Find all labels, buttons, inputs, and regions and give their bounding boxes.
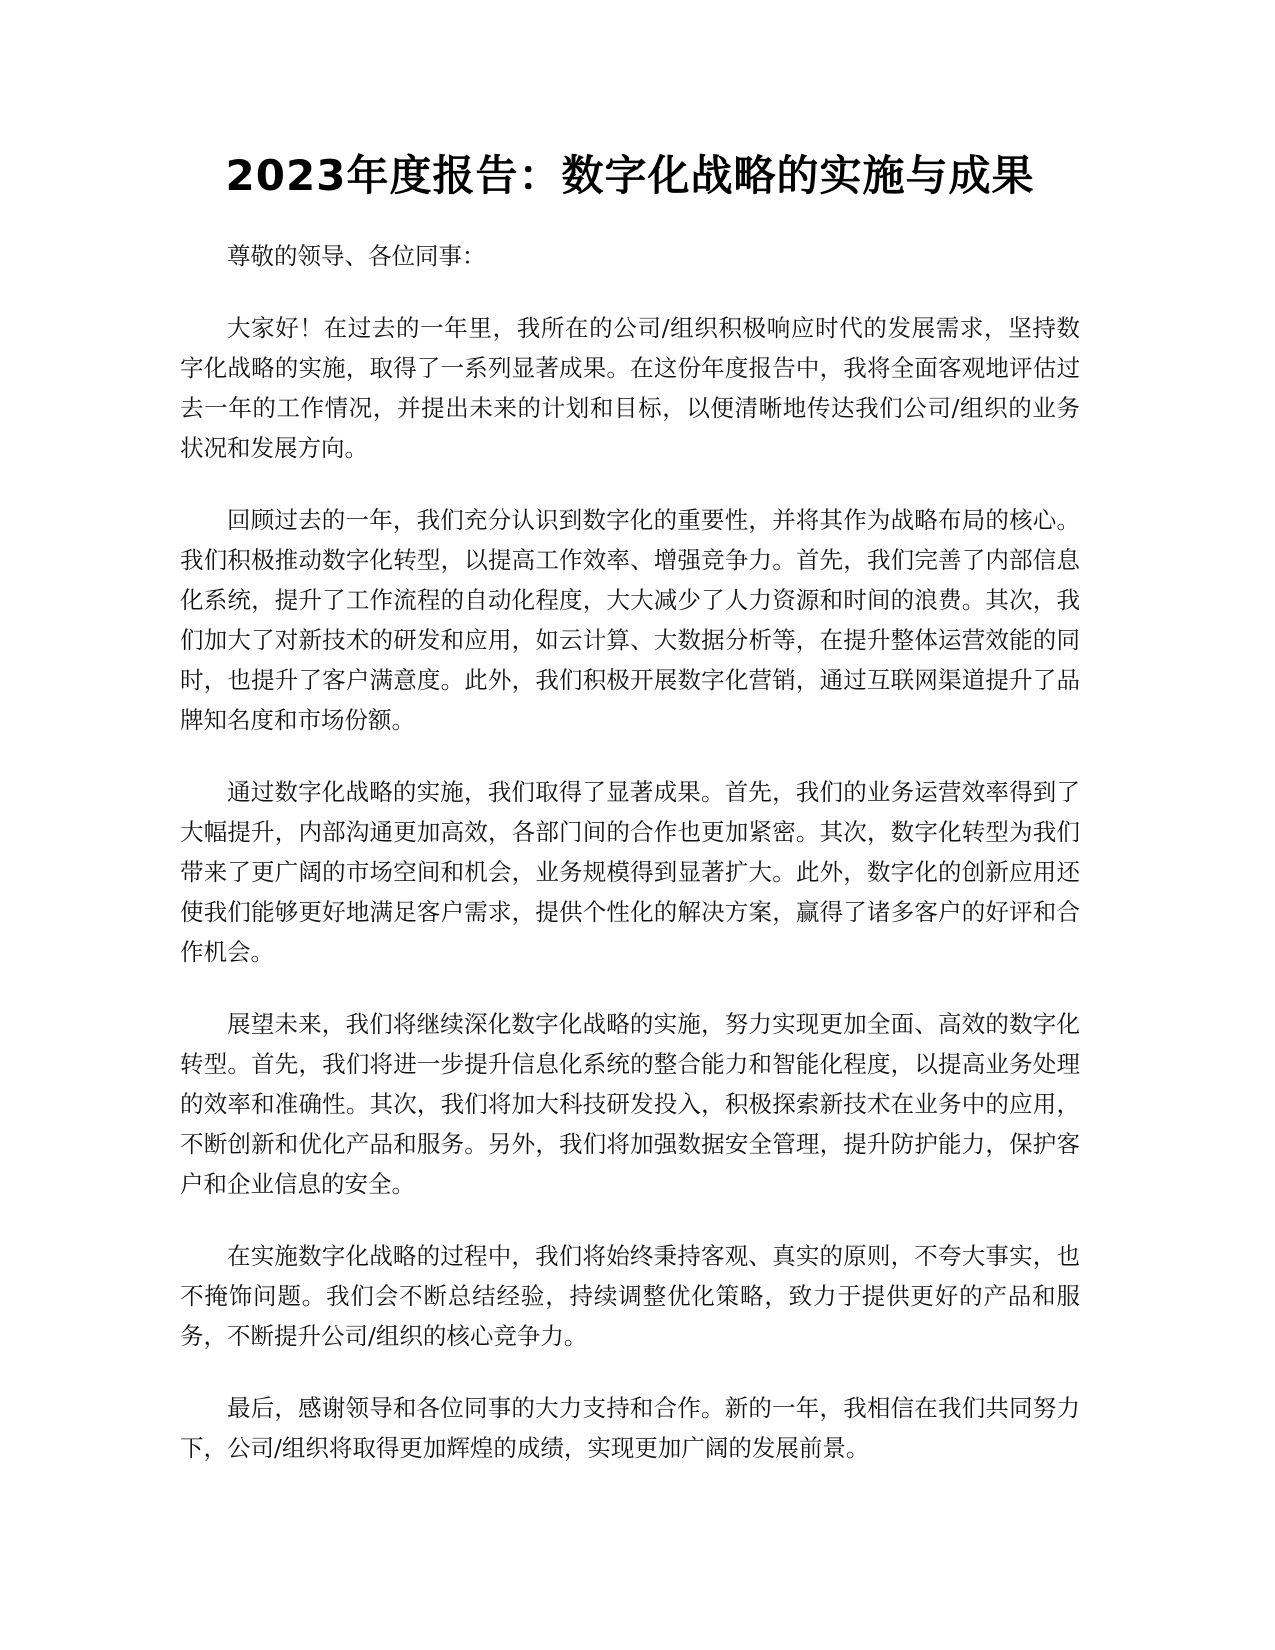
- document-page: [180, 0, 1080, 1650]
- paragraph-intro: 大家好！在过去的一年里，我所在的公司/组织积极响应时代的发展需求，坚持数字化战略的实施，取得了一系列显著成果。在这份年度报告中，我将全面客观地评估过去一年的工作情况，并提出未来的计划和目标，以便清晰地传达我们公司/组织的业务状况和发展方向。: [180, 314, 1080, 462]
- document-title: 2023年度报告：数字化战略的实施与成果: [225, 151, 1035, 200]
- greeting-line: 尊敬的领导、各位同事：: [227, 242, 486, 270]
- paragraph-principles: 在实施数字化战略的过程中，我们将始终秉持客观、真实的原则，不夸大事实，也不掩饰问题。我们会不断总结经验，持续调整优化策略，致力于提供更好的产品和服务，不断提升公司/组织的核心竞争力。: [180, 1242, 1080, 1350]
- paragraph-review: 回顾过去的一年，我们充分认识到数字化的重要性，并将其作为战略布局的核心。我们积极推动数字化转型，以提高工作效率、增强竞争力。首先，我们完善了内部信息化系统，提升了工作流程的自动化程度，大大减少了人力资源和时间的浪费。其次，我们加大了对新技术的研发和应用，如云计算、大数据分析等，在提升整体运营效能的同时，也提升了客户满意度。此外，我们积极开展数字化营销，通过互联网渠道提升了品牌知名度和市场份额。: [180, 506, 1080, 734]
- paragraph-closing: 最后，感谢领导和各位同事的大力支持和合作。新的一年，我相信在我们共同努力下，公司/组织将取得更加辉煌的成绩，实现更加广阔的发展前景。: [180, 1394, 1080, 1462]
- document-body: [180, 236, 1080, 1500]
- paragraph-outlook: 展望未来，我们将继续深化数字化战略的实施，努力实现更加全面、高效的数字化转型。首先，我们将进一步提升信息化系统的整合能力和智能化程度，以提高业务处理的效率和准确性。其次，我们将加大科技研发投入，积极探索新技术在业务中的应用，不断创新和优化产品和服务。另外，我们将加强数据安全管理，提升防护能力，保护客户和企业信息的安全。: [180, 1010, 1080, 1198]
- paragraph-results: 通过数字化战略的实施，我们取得了显著成果。首先，我们的业务运营效率得到了大幅提升，内部沟通更加高效，各部门间的合作也更加紧密。其次，数字化转型为我们带来了更广阔的市场空间和机会，业务规模得到显著扩大。此外，数字化的创新应用还使我们能够更好地满足客户需求，提供个性化的解决方案，赢得了诸多客户的好评和合作机会。: [180, 778, 1080, 966]
